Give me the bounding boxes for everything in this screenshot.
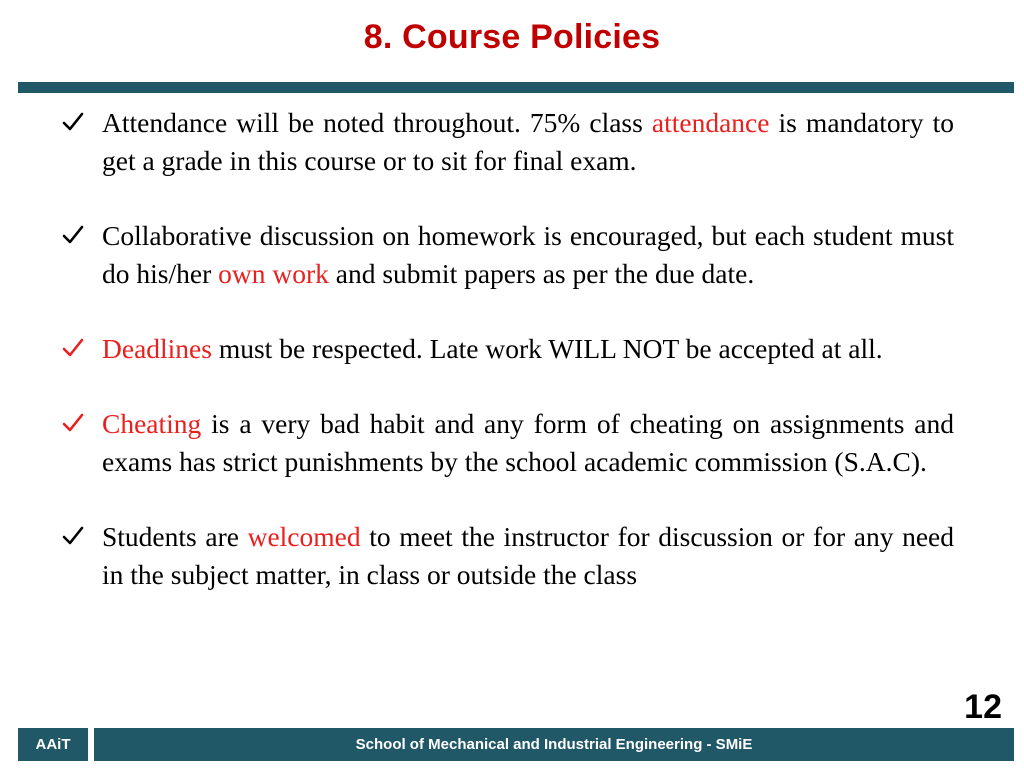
policy-bullet-instructor — [62, 518, 954, 594]
checkmark-icon — [62, 337, 84, 359]
bullet-highlight-own-work: own work — [218, 258, 329, 289]
bullet-text-segment: must be respected. Late work WILL NOT be accepted at all. — [211, 333, 883, 364]
bullet-text-segment: and submit papers as per the due date. — [328, 258, 755, 289]
checkmark-icon — [62, 111, 84, 133]
bullet-text-segment: Collaborative discussion on homework is encouraged, but each student must do his/her — [102, 220, 954, 289]
policy-bullet-cheating — [62, 405, 954, 481]
bullet-highlight-welcomed: welcomed — [247, 521, 361, 552]
policy-bullet-deadlines — [62, 330, 954, 368]
policy-bullet-attendance — [62, 104, 954, 180]
checkmark-icon — [62, 525, 84, 547]
bullet-text-segment: to meet the instructor for discussion or for any need in the subject matter, in class or outside the class — [102, 521, 954, 590]
policy-bullet-list — [62, 104, 954, 594]
bullet-text-segment: is a very bad habit and any form of cheating on assignments and exams has strict punishments by the school academic commission (S.A.C). — [102, 408, 954, 477]
bullet-highlight-cheating: Cheating — [102, 408, 202, 439]
bullet-text-segment: is mandatory to get a grade in this course or to sit for final exam. — [102, 107, 954, 176]
bullet-highlight-attendance: attendance — [651, 107, 770, 138]
bullet-highlight-deadlines: Deadlines — [102, 333, 212, 364]
bullet-text-segment: Students are — [102, 521, 248, 552]
title-divider-bar — [18, 82, 1014, 93]
slide-title: 8. Course Policies — [363, 18, 661, 56]
footer-institution-label: AAiT — [18, 728, 88, 761]
page-number: 12 — [964, 688, 1002, 726]
checkmark-icon — [62, 224, 84, 246]
bullet-text-segment: Attendance will be noted throughout. 75% class — [102, 107, 652, 138]
footer-school-banner: School of Mechanical and Industrial Engineering - SMiE — [94, 728, 1014, 761]
checkmark-icon — [62, 412, 84, 434]
policy-bullet-collaboration — [62, 217, 954, 293]
